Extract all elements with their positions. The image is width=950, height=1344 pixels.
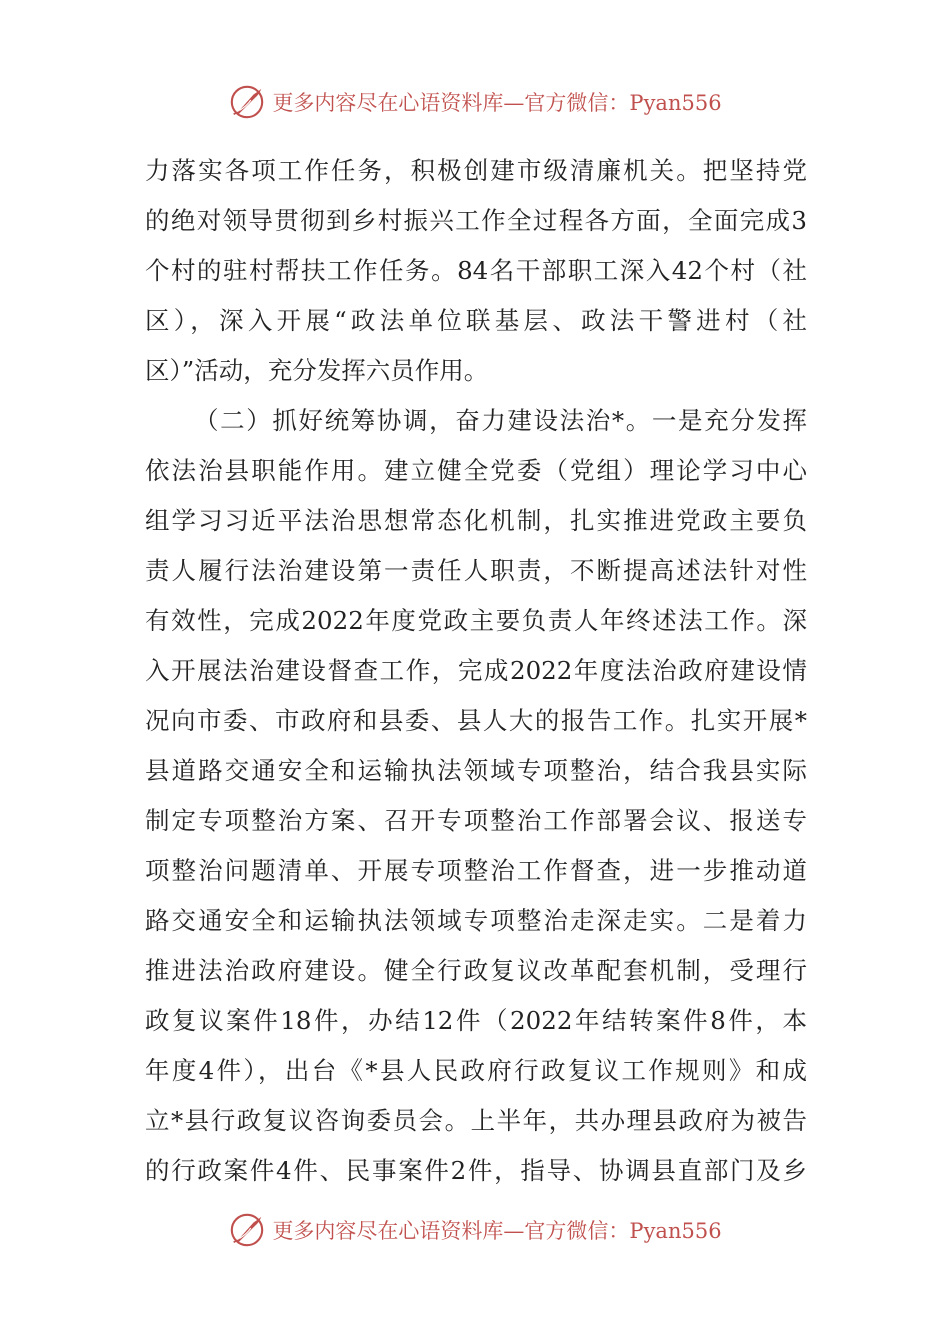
body-line: 入开展法治建设督查工作，完成2022年度法治政府建设情	[145, 656, 807, 685]
header-watermark	[0, 80, 950, 124]
body-line: 依法治县职能作用。建立健全党委（党组）理论学习中心	[145, 456, 807, 485]
footer-watermark-text: 更多内容尽在心语资料库—官方微信：Pyan556	[272, 1219, 722, 1243]
body-line: 况向市委、市政府和县委、县人大的报告工作。扎实开展*	[145, 706, 807, 735]
paragraph-heading-line: （二）抓好统筹协调，奋力建设法治*。一是充分发挥	[194, 406, 807, 435]
body-line: 制定专项整治方案、召开专项整治工作部署会议、报送专	[145, 806, 807, 835]
body-line: 区）”活动，充分发挥六员作用。	[145, 356, 489, 385]
quill-pen-logo-icon	[228, 83, 266, 121]
body-line: 年度4件），出台《*县人民政府行政复议工作规则》和成	[145, 1056, 807, 1085]
quill-pen-logo-icon	[228, 1211, 266, 1249]
body-line: 项整治问题清单、开展专项整治工作督查，进一步推动道	[145, 856, 807, 885]
body-line: 的绝对领导贯彻到乡村振兴工作全过程各方面，全面完成3	[145, 206, 807, 235]
body-line: 责人履行法治建设第一责任人职责，不断提高述法针对性	[145, 556, 807, 585]
body-line: 立*县行政复议咨询委员会。上半年，共办理县政府为被告	[145, 1106, 807, 1135]
body-line: 路交通安全和运输执法领域专项整治走深走实。二是着力	[145, 906, 807, 935]
body-line: 力落实各项工作任务，积极创建市级清廉机关。把坚持党	[145, 156, 807, 185]
body-line: 推进法治政府建设。健全行政复议改革配套机制，受理行	[145, 956, 807, 985]
body-line: 政复议案件18件，办结12件（2022年结转案件8件，本	[145, 1006, 807, 1035]
body-line: 个村的驻村帮扶工作任务。84名干部职工深入42个村（社	[145, 256, 807, 285]
body-line: 县道路交通安全和运输执法领域专项整治，结合我县实际	[145, 756, 807, 785]
body-line: 组学习习近平法治思想常态化机制，扎实推进党政主要负	[145, 506, 807, 535]
footer-watermark	[0, 1208, 950, 1252]
header-watermark-text: 更多内容尽在心语资料库—官方微信：Pyan556	[272, 91, 722, 115]
body-line: 的行政案件4件、民事案件2件，指导、协调县直部门及乡	[145, 1156, 807, 1185]
body-line: 区），深入开展“政法单位联基层、政法干警进村（社	[145, 306, 807, 335]
body-line: 有效性，完成2022年度党政主要负责人年终述法工作。深	[145, 606, 807, 635]
document-body	[145, 146, 807, 1196]
